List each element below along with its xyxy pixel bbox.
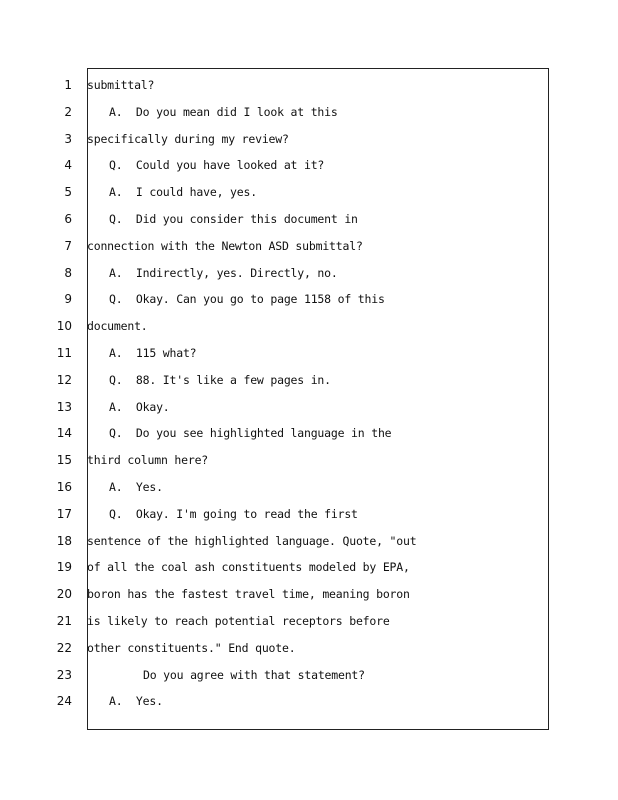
line-text: document. [87,319,148,334]
transcript-line [0,183,618,201]
line-number: 20 [56,587,72,602]
transcript-line [0,76,618,94]
line-number: 3 [64,131,72,146]
line-number: 1 [64,78,72,92]
line-text: A. Yes. [109,480,163,494]
line-number: 2 [64,104,72,119]
line-text: sentence of the highlighted language. Quote, "out [87,533,417,548]
line-number: 21 [56,614,72,628]
transcript-line [0,130,618,148]
line-text: Q. Okay. I'm going to read the first [109,506,358,521]
transcript-line [0,210,618,228]
line-text: submittal? [87,78,155,92]
line-text: connection with the Newton ASD submittal? [87,238,363,253]
transcript-line [0,478,618,496]
transcript-line [0,371,618,389]
line-text: Do you agree with that statement? [143,667,365,682]
transcript-line [0,585,618,603]
line-text: other constituents." End quote. [87,640,296,655]
line-number: 17 [56,506,72,521]
line-text: A. Indirectly, yes. Directly, no. [109,265,338,280]
line-number: 5 [64,185,72,200]
transcript-line [0,424,618,442]
line-number: 13 [56,399,72,414]
line-number: 19 [56,560,72,575]
line-number: 24 [56,694,72,709]
line-number: 12 [56,372,72,387]
transcript-line [0,290,618,308]
line-text: third column here? [87,453,209,468]
line-text: A. Do you mean did I look at this [109,104,338,119]
transcript-line [0,666,618,684]
transcript-line [0,237,618,255]
line-number: 6 [64,212,72,226]
line-text: specifically during my review? [87,131,289,146]
line-number: 18 [56,533,72,548]
line-number: 4 [64,158,72,173]
line-number: 16 [56,480,72,494]
line-number: 7 [64,238,72,253]
transcript-line [0,692,618,710]
transcript-line [0,558,618,576]
line-number: 8 [64,265,72,280]
transcript-line [0,639,618,657]
line-text: Q. Do you see highlighted language in the [109,426,392,441]
transcript-line [0,505,618,523]
line-text: A. 115 what? [109,346,197,360]
transcript-line [0,264,618,282]
transcript-line [0,103,618,121]
line-text: Q. Could you have looked at it? [109,158,325,173]
line-text: boron has the fastest travel time, meaning boron [87,587,410,602]
line-number: 22 [56,640,72,655]
line-number: 9 [64,292,72,307]
line-text: is likely to reach potential receptors before [87,614,390,628]
line-number: 14 [56,426,72,441]
transcript-line [0,612,618,630]
line-text: Q. Did you consider this document in [109,212,358,226]
line-text: of all the coal ash constituents modeled by EPA, [87,560,410,575]
line-number: 15 [56,453,72,468]
line-text: A. I could have, yes. [109,185,257,200]
line-text: A. Yes. [109,694,163,709]
line-number: 23 [56,667,72,682]
line-number: 10 [56,319,72,334]
line-number: 11 [56,346,72,360]
line-text: A. Okay. [109,399,170,414]
transcript-line [0,156,618,174]
line-text: Q. Okay. Can you go to page 1158 of this [109,292,385,307]
transcript-line [0,398,618,416]
transcript-line [0,317,618,335]
transcript-line [0,344,618,362]
transcript-line [0,451,618,469]
transcript-line [0,532,618,550]
line-text: Q. 88. It's like a few pages in. [109,372,331,387]
